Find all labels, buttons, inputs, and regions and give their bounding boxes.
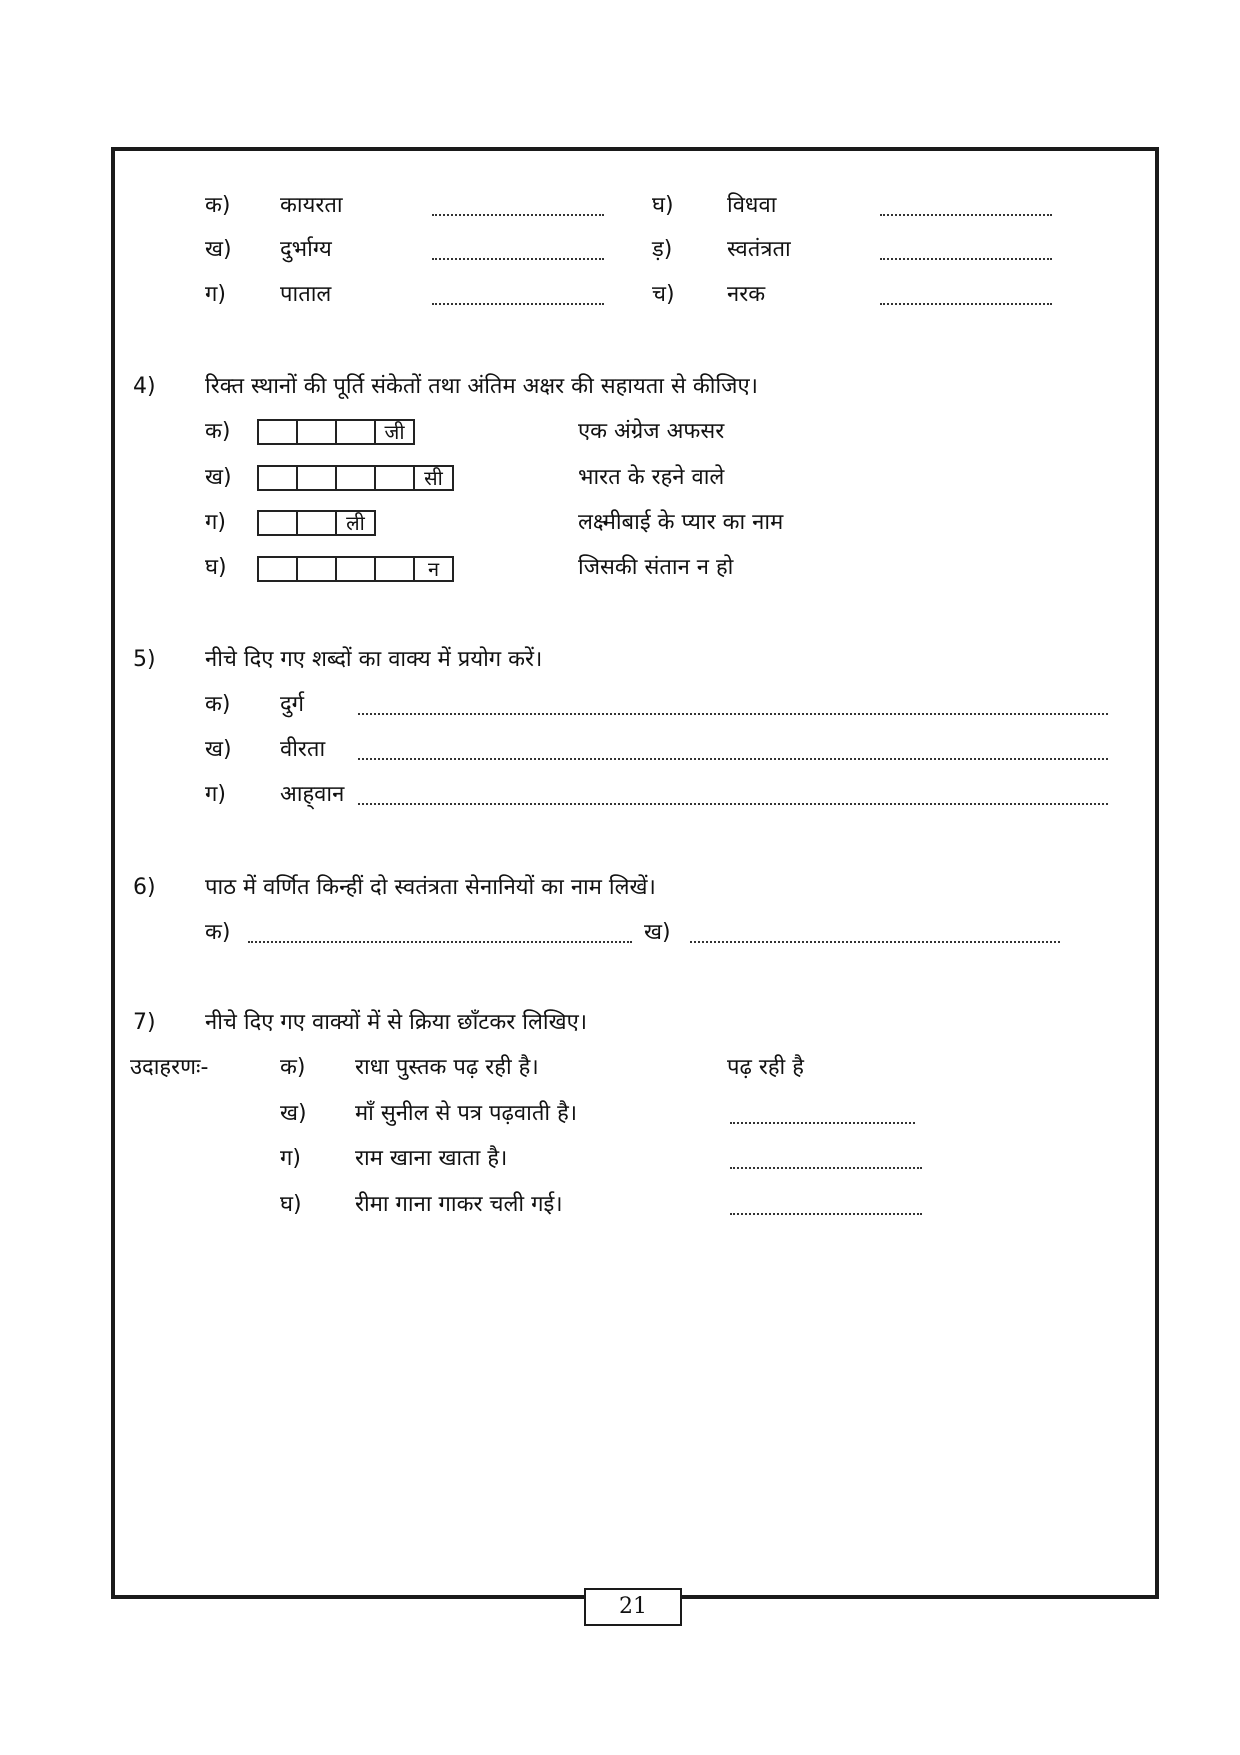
s3-answer-left-1[interactable] (432, 214, 604, 216)
q5-instruction: नीचे दिए गए शब्दों का वाक्य में प्रयोग करें। (205, 647, 543, 672)
s3-label-left-1: क) (205, 193, 231, 218)
q4-label-3: ग) (205, 510, 226, 535)
q6-number: 6) (133, 875, 156, 900)
s3-answer-right-1[interactable] (880, 214, 1052, 216)
s3-answer-right-3[interactable] (880, 303, 1052, 305)
q4-cell[interactable] (296, 465, 337, 491)
page-number: 21 (584, 1588, 682, 1626)
s3-answer-right-2[interactable] (880, 258, 1052, 260)
q6-answer-a[interactable] (248, 941, 632, 943)
s3-label-left-3: ग) (205, 282, 226, 307)
s3-word-right-2: स्वतंत्रता (727, 237, 791, 262)
q7-example-label: उदाहरणः- (130, 1055, 209, 1080)
q7-number: 7) (133, 1010, 156, 1035)
q7-answer-2[interactable] (730, 1122, 915, 1124)
q7-example-answer: पढ़ रही है (727, 1055, 804, 1080)
s3-label-left-2: ख) (205, 237, 232, 262)
q4-cell[interactable] (296, 419, 337, 445)
q4-cell[interactable] (374, 556, 415, 582)
q5-answer-2[interactable] (358, 758, 1108, 760)
q5-answer-1[interactable] (358, 713, 1108, 715)
q7-answer-3[interactable] (730, 1167, 922, 1169)
s3-word-left-3: पाताल (280, 282, 332, 307)
q5-word-3: आह्‌वान (280, 782, 345, 807)
q4-cell[interactable] (257, 419, 298, 445)
s3-word-left-2: दुर्भाग्य (280, 237, 332, 262)
q6-label-a: क) (205, 920, 231, 945)
s3-label-right-1: घ) (652, 193, 674, 218)
q7-sentence-4: रीमा गाना गाकर चली गई। (355, 1192, 563, 1217)
q6-answer-b[interactable] (690, 941, 1060, 943)
q7-sentence-1: राधा पुस्तक पढ़ रही है। (355, 1055, 539, 1080)
q4-instruction: रिक्त स्थानों की पूर्ति संकेतों तथा अंतिम अक्षर की सहायता से कीजिए। (205, 374, 758, 399)
q4-hint-3: लक्ष्मीबाई के प्यार का नाम (578, 510, 784, 535)
q4-label-2: ख) (205, 465, 232, 490)
q4-hint-2: भारत के रहने वाले (578, 465, 725, 490)
s3-answer-left-3[interactable] (432, 303, 604, 305)
s3-word-left-1: कायरता (280, 193, 343, 218)
q4-label-4: घ) (205, 555, 227, 580)
q7-label-2: ख) (280, 1101, 307, 1126)
s3-label-right-2: ड़) (652, 237, 673, 262)
s3-answer-left-2[interactable] (432, 258, 604, 260)
q4-hint-4: जिसकी संतान न हो (578, 555, 734, 580)
q4-cell[interactable] (257, 465, 298, 491)
q4-cell[interactable] (335, 556, 376, 582)
q4-last-letter-2: सी (413, 465, 454, 491)
q7-instruction: नीचे दिए गए वाक्यों में से क्रिया छाँटकर लिखिए। (205, 1010, 588, 1035)
q4-boxes-1[interactable] (257, 419, 415, 445)
q5-number: 5) (133, 647, 156, 672)
q5-word-1: दुर्ग (280, 692, 305, 717)
q4-cell[interactable] (296, 510, 337, 536)
q6-label-b: ख) (644, 920, 671, 945)
q5-label-2: ख) (205, 737, 232, 762)
s3-label-right-3: च) (652, 282, 675, 307)
q7-sentence-3: राम खाना खाता है। (355, 1146, 508, 1171)
q5-word-2: वीरता (280, 737, 326, 762)
q4-cell[interactable] (296, 556, 337, 582)
q7-label-4: घ) (280, 1192, 302, 1217)
q5-label-3: ग) (205, 782, 226, 807)
q6-instruction: पाठ में वर्णित किन्हीं दो स्वतंत्रता सेनानियों का नाम लिखें। (205, 875, 656, 900)
q7-sentence-2: माँ सुनील से पत्र पढ़वाती है। (355, 1101, 578, 1126)
q7-answer-4[interactable] (730, 1213, 922, 1215)
q4-cell[interactable] (335, 465, 376, 491)
q5-answer-3[interactable] (358, 803, 1108, 805)
q4-last-letter-1: जी (374, 419, 415, 445)
q4-hint-1: एक अंग्रेज अफसर (578, 419, 725, 444)
q4-boxes-4[interactable] (257, 556, 454, 582)
q4-cell[interactable] (335, 419, 376, 445)
q4-boxes-3[interactable] (257, 510, 376, 536)
q4-last-letter-4: न (413, 556, 454, 582)
q4-last-letter-3: ली (335, 510, 376, 536)
q4-cell[interactable] (374, 465, 415, 491)
q4-cell[interactable] (257, 510, 298, 536)
q7-label-1: क) (280, 1055, 306, 1080)
q4-label-1: क) (205, 419, 231, 444)
q4-cell[interactable] (257, 556, 298, 582)
q4-boxes-2[interactable] (257, 465, 454, 491)
q5-label-1: क) (205, 692, 231, 717)
s3-word-right-1: विधवा (727, 193, 777, 218)
q4-number: 4) (133, 374, 156, 399)
s3-word-right-3: नरक (727, 282, 766, 307)
q7-label-3: ग) (280, 1146, 301, 1171)
